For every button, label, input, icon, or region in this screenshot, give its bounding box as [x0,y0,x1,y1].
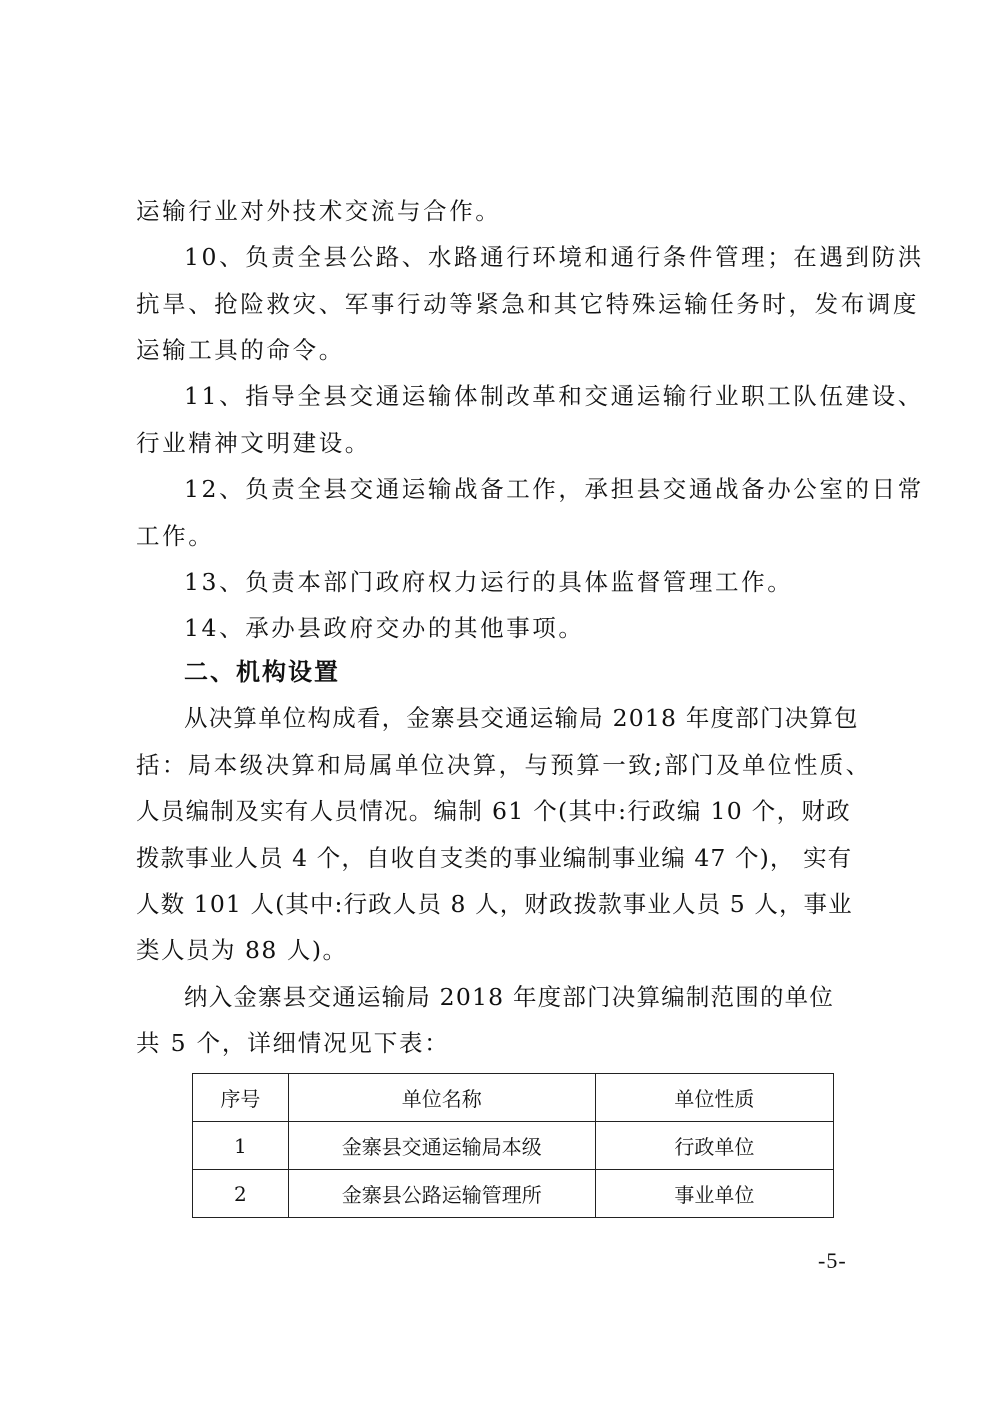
table-cell: 行政单位 [595,1122,833,1170]
text-line: 类人员为 88 人)。 [136,936,348,964]
section-heading: 二、机构设置 [184,658,340,686]
text-line: 拨款事业人员 4 个，自收自支类的事业编制事业编 47 个)， 实有 [136,844,853,872]
text-line: 行业精神文明建设。 [136,429,371,457]
table-cell: 2 [193,1170,289,1218]
table-header-row [193,1074,834,1122]
table-cell: 事业单位 [595,1170,833,1218]
text-line: 运输工具的命令。 [136,336,345,364]
table-row [193,1170,834,1218]
table-cell: 1 [193,1122,289,1170]
text-line: 工作。 [136,522,215,550]
table-cell: 金寨县公路运输管理所 [288,1170,595,1218]
text-line: 人员编制及实有人员情况。编制 61 个(其中:行政编 10 个，财政 [136,797,851,825]
header-cell: 单位性质 [595,1074,833,1122]
header-cell: 单位名称 [288,1074,595,1122]
text-line: 运输行业对外技术交流与合作。 [136,197,502,225]
text-line: 括：局本级决算和局属单位决算，与预算一致;部门及单位性质、 [136,751,872,779]
page-number: -5- [818,1248,847,1273]
text-line: 13、负责本部门政府权力运行的具体监督管理工作。 [184,568,794,596]
text-line: 从决算单位构成看，金寨县交通运输局 2018 年度部门决算包 [184,704,859,732]
text-line: 14、承办县政府交办的其他事项。 [184,614,585,642]
text-line: 人数 101 人(其中:行政人员 8 人，财政拨款事业人员 5 人，事业 [136,890,853,918]
text-line: 纳入金寨县交通运输局 2018 年度部门决算编制范围的单位 [184,983,835,1011]
table-cell: 金寨县交通运输局本级 [288,1122,595,1170]
text-line: 11、指导全县交通运输体制改革和交通运输行业职工队伍建设、 [184,382,924,410]
text-line: 10、负责全县公路、水路通行环境和通行条件管理；在遇到防洪 [184,243,924,271]
header-cell: 序号 [193,1074,289,1122]
units-table [192,1073,834,1218]
text-line: 抗旱、抢险救灾、军事行动等紧急和其它特殊运输任务时，发布调度 [136,290,919,318]
text-line: 共 5 个，详细情况见下表： [136,1029,450,1057]
text-line: 12、负责全县交通运输战备工作，承担县交通战备办公室的日常 [184,475,924,503]
table-row [193,1122,834,1170]
